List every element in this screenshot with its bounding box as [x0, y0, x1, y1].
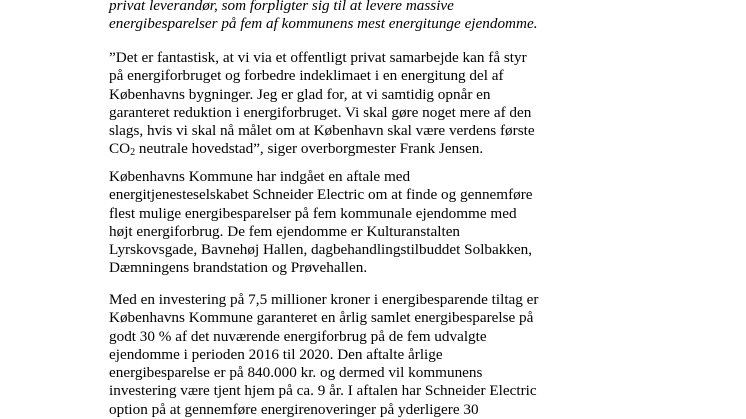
quote-attribution: neutrale hovedstad”, siger overborgmester Frank Jensen. [135, 140, 484, 158]
text-line: slags, hvis vi skal nå målet om at København skal være verdens første [109, 122, 535, 140]
agreement-paragraph [109, 168, 549, 278]
text-line: flest mulige energibesparelser på fem kommunale ejendomme med [109, 204, 517, 222]
text-line: på energiforbruget og forbedre indeklimaet i en energitung del af [109, 67, 504, 85]
text-line: Med en investering på 7,5 millioner kroner i energibesparende tiltag er [109, 291, 539, 308]
investment-paragraph [109, 291, 549, 419]
text-line: option på at gennemføre energirenoveringer på yderligere 30 [109, 400, 479, 418]
quote-paragraph [109, 49, 549, 163]
text-line: energibesparelse er på 840.000 kr. og dermed vil kommunens [109, 364, 483, 382]
text-line: energibesparelser på fem af kommunens mest energitunge ejendomme. [109, 15, 538, 33]
text-line: privat leverandør, som forpligter sig til at levere massive [109, 0, 454, 14]
text-line: Københavns Kommune har indgået en aftale med [109, 168, 411, 185]
text-line [109, 140, 549, 162]
text-line: investering være tjent hjem på ca. 9 år. I aftalen har Schneider Electric [109, 382, 537, 400]
text-line: Lyrskovsgade, Bavnehøj Hallen, dagbehandlingstilbuddet Solbakken, [109, 241, 533, 259]
intro-paragraph [109, 0, 549, 34]
text-line: godt 30 % af det nuværende energiforbrug på de fem udvalgte [109, 327, 487, 345]
text-line: højt energiforbrug. De fem ejendomme er Kulturanstalten [109, 222, 461, 240]
co2-prefix: CO [109, 140, 131, 158]
text-line: ejendomme i perioden 2016 til 2020. Den aftalte årlige [109, 345, 443, 363]
text-line: Dæmningens brandstation og Prøvehallen. [109, 259, 368, 277]
text-line: Københavns Kommune garanteret en årlig samlet energibesparelse på [109, 309, 534, 327]
text-line: ”Det er fantastisk, at vi via et offentligt privat samarbejde kan få styr [109, 49, 527, 66]
text-line: garanteret reduktion i energiforbruget. Vi skal gøre noget mere af den [109, 103, 532, 121]
text-line: Københavns bygninger. Jeg er glad for, at vi samtidig opnår en [109, 85, 491, 103]
co2-subscript: 2 [130, 147, 136, 159]
text-line: energitjenesteselskabet Schneider Electric om at finde og gennemføre [109, 186, 533, 204]
